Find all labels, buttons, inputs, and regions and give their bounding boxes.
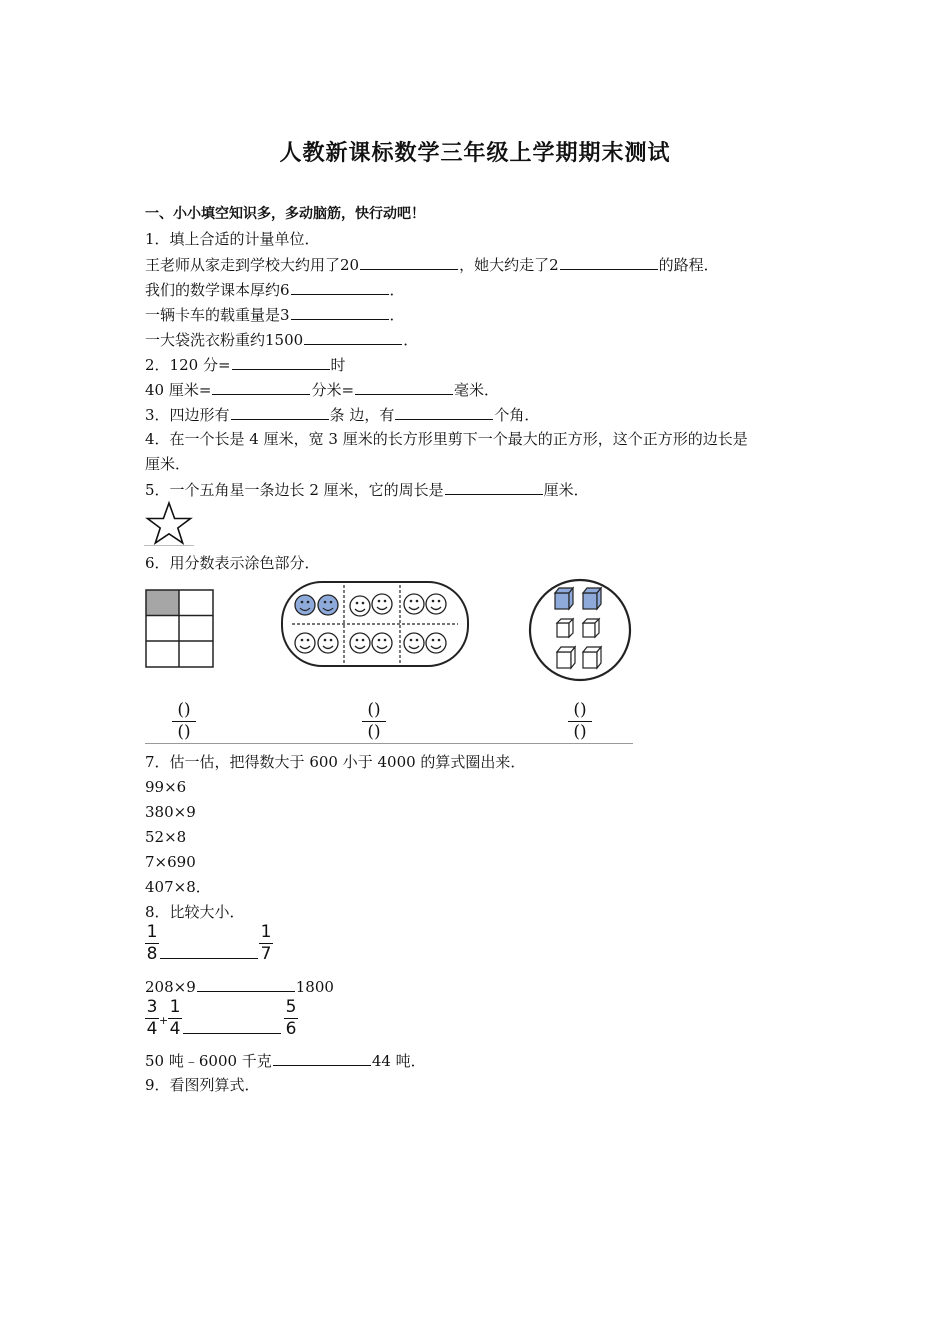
q3-line [145,404,539,425]
smiley-face-shaded [295,595,315,615]
q1-c-prefix: 一辆卡车的载重量是3 [145,306,290,324]
fraction-answer-1[interactable] [172,702,196,741]
answer-blank[interactable] [304,329,402,345]
answer-blank[interactable] [197,976,295,992]
fraction-answer-2[interactable] [362,702,386,741]
q8-d-suffix: 44 吨． [371,1052,426,1070]
q3-suffix: 个角． [494,406,540,424]
cube-shaded [583,588,601,609]
q1-b-prefix: 我们的数学课本厚约6 [145,281,290,299]
cubes-circle-figure [527,578,633,682]
q2-b-suffix: 毫米． [454,381,500,399]
answer-blank[interactable] [395,404,493,420]
fraction-answer-3[interactable] [568,702,592,741]
q5-suffix: 厘米． [543,481,589,499]
fraction-numerator: 3 [146,997,158,1017]
q1-line-d [145,329,418,350]
fraction-five-sixths [284,999,298,1038]
fraction-denominator: 4 [146,1019,158,1039]
fraction-numerator: () [367,700,381,720]
smiley-eyes-bottom [301,639,441,642]
answer-blank[interactable] [212,379,310,395]
divider [145,743,633,744]
q7-stem: 7．估一估，把得数大于 600 小于 4000 的算式圈出来． [145,753,526,771]
answer-blank[interactable] [183,1033,281,1034]
fraction-numerator: () [177,700,191,720]
q7-expression[interactable]: 380×9 [145,803,196,821]
fraction-numerator: 1 [260,922,272,942]
smiley-face-row-bottom [295,633,446,653]
q7-expression[interactable]: 407×8． [145,878,211,896]
star-icon [144,500,194,546]
fraction-one-seventh [259,924,273,963]
q3-middle: 条 边，有 [329,406,395,424]
q4-line-2: 厘米． [145,455,191,473]
q1-d-prefix: 一大袋洗衣粉重约1500 [145,331,304,349]
q1-c-suffix: ． [389,306,405,324]
q2-b-prefix: 40 厘米= [145,381,212,399]
cubes-unshaded [557,619,601,668]
answer-blank[interactable] [360,254,458,270]
cube-shaded [555,588,573,609]
fraction-denominator: 7 [260,944,272,964]
smiley-face-shaded [318,595,338,615]
fraction-denominator: () [367,722,381,742]
answer-blank[interactable] [231,404,329,420]
q2-line-a [145,354,346,375]
answer-blank[interactable] [160,958,258,959]
fraction-denominator: () [177,722,191,742]
q2-a-suffix: 时 [330,356,346,374]
q2-b-middle: 分米= [311,381,355,399]
answer-blank[interactable] [560,254,658,270]
fraction-numerator: 5 [285,997,297,1017]
q8-line-d [145,1050,426,1071]
answer-blank[interactable] [232,354,330,370]
plus-sign: + [159,1014,169,1027]
answer-blank[interactable] [355,379,453,395]
q5-line [145,479,589,500]
q2-line-b [145,379,499,400]
shaded-cell [146,590,179,615]
q1-line-b [145,279,405,300]
q8-d-prefix: 50 吨﹣6000 千克 [145,1052,272,1070]
q7-expression[interactable]: 7×690 [145,853,196,871]
q5-prefix: 5．一个五角星一条边长 2 厘米，它的周长是 [145,481,444,499]
q9-stem: 9．看图列算式． [145,1076,260,1094]
answer-blank[interactable] [291,279,389,295]
answer-blank[interactable] [273,1050,371,1066]
fraction-denominator: 6 [285,1019,297,1039]
fraction-numerator: () [573,700,587,720]
fraction-one-quarter [168,999,182,1038]
q1-a-suffix: 的路程． [658,256,719,274]
q2-a-prefix: 2．120 分= [145,356,231,374]
fraction-numerator: 1 [146,922,158,942]
q8-b-suffix: 1800 [295,978,334,996]
shaded-grid-figure [145,589,215,669]
q8-stem: 8．比较大小． [145,903,245,921]
section-1-heading: 一、小小填空知识多，多动脑筋，快行动吧！ [145,206,425,222]
q8-b-prefix: 208×9 [145,978,196,996]
fraction-numerator: 1 [169,997,181,1017]
q4-line-1: 4．在一个长是 4 厘米，宽 3 厘米的长方形里剪下一个最大的正方形，这个正方形的边长是 [145,430,748,448]
q6-stem: 6．用分数表示涂色部分． [145,554,320,572]
q1-d-suffix: ． [403,331,419,349]
fraction-denominator: () [573,722,587,742]
q8-line-b [145,976,334,997]
fraction-three-quarters [145,999,159,1038]
fraction-one-eighth [145,924,159,963]
answer-blank[interactable] [445,479,543,495]
q1-line-c [145,304,405,325]
q1-line-a [145,254,719,275]
smiley-faces-figure [280,580,470,668]
page-title: 人教新课标数学三年级上学期期末测试 [279,140,671,166]
fraction-denominator: 4 [169,1019,181,1039]
q7-expression[interactable]: 99×6 [145,778,187,796]
smiley-face-row-top [350,594,446,616]
q1-a-middle: ，她大约走了2 [459,256,559,274]
fraction-denominator: 8 [146,944,158,964]
q7-expression[interactable]: 52×8 [145,828,187,846]
answer-blank[interactable] [291,304,389,320]
q1-b-suffix: ． [389,281,405,299]
q3-prefix: 3．四边形有 [145,406,230,424]
q1-stem: 1．填上合适的计量单位． [145,230,320,248]
q1-a-prefix: 王老师从家走到学校大约用了20 [145,256,360,274]
